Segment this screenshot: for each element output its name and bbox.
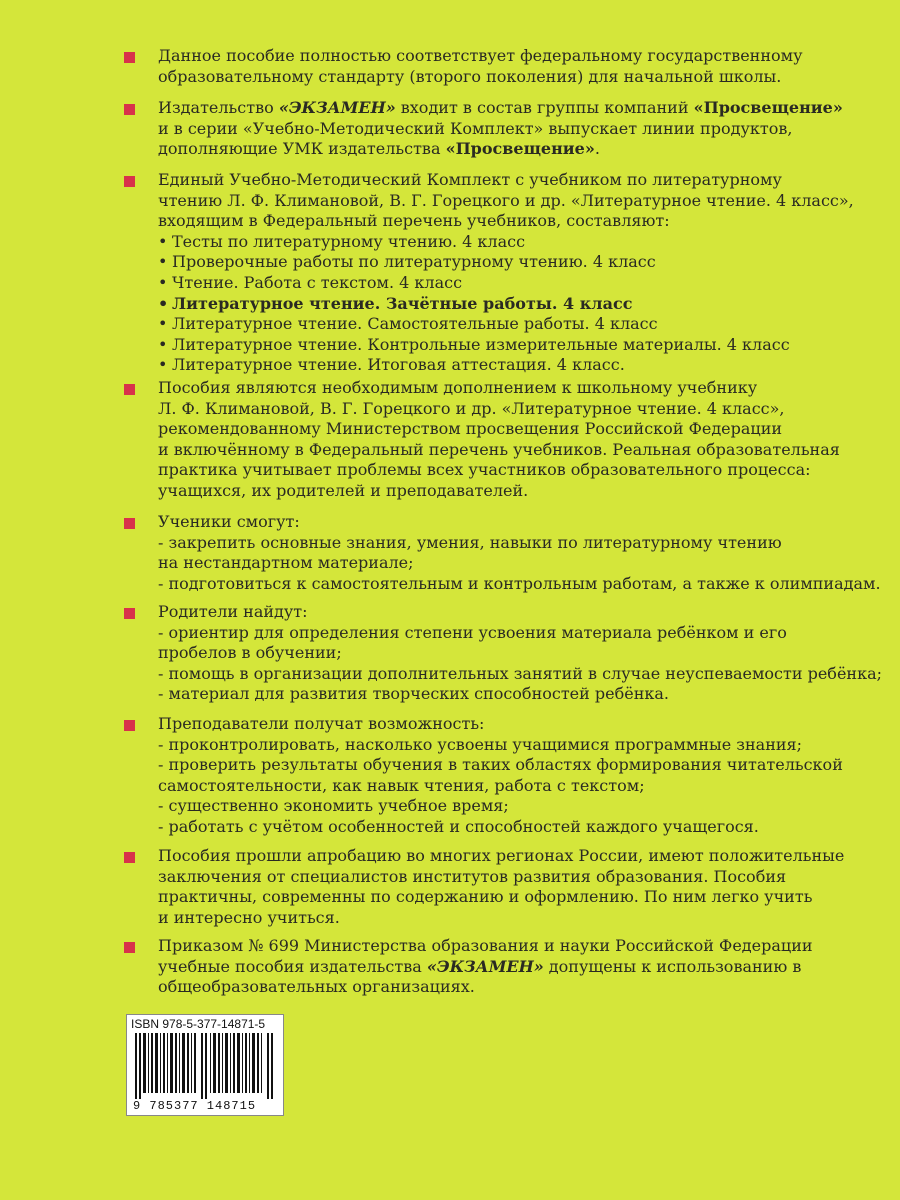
text-line: - материал для развития творческих способностей ребёнка.	[158, 684, 669, 704]
section-marker	[124, 942, 135, 953]
text-line: Пособия являются необходимым дополнением к школьному учебнику	[158, 378, 758, 397]
list-item	[158, 232, 854, 253]
text-line: - ориентир для определения степени усвоения материала ребёнком и его	[158, 622, 787, 642]
section-marker	[124, 852, 135, 863]
text-line	[158, 98, 843, 119]
section-marker	[124, 176, 135, 187]
list-item-label: Литературное чтение. Зачётные работы. 4 класс	[172, 293, 633, 313]
list-item-label: Чтение. Работа с текстом. 4 класс	[172, 272, 463, 292]
text-line: на нестандартном материале;	[158, 553, 414, 573]
text-fragment: входит в состав группы компаний	[395, 98, 694, 117]
section-marker	[124, 104, 135, 115]
text-line: Единый Учебно-Методический Комплект с учебником по литературному	[158, 170, 782, 189]
list-item-label: Литературное чтение. Итоговая аттестация. 4 класс.	[172, 355, 625, 375]
publisher-name: «ЭКЗАМЕН»	[278, 98, 396, 117]
list-item	[158, 252, 854, 273]
company-name: «Просвещение»	[445, 139, 595, 159]
bullet-icon: •	[158, 355, 168, 375]
isbn-label: ISBN 978-5-377-14871-5	[131, 1017, 266, 1031]
text-fragment: дополняющие УМК издательства	[158, 139, 446, 159]
bullet-icon: •	[158, 314, 168, 334]
list-item-label: Тесты по литературному чтению. 4 класс	[172, 231, 526, 251]
text-line: и интересно учиться.	[158, 907, 340, 927]
text-line: - закрепить основные знания, умения, навыки по литературному чтению	[158, 532, 782, 552]
bullet-icon: •	[158, 252, 168, 272]
text-fragment: допущены к использованию в	[543, 956, 802, 976]
bullet-icon: •	[158, 293, 169, 313]
list-item	[158, 314, 854, 335]
text-line: Ученики смогут:	[158, 512, 300, 531]
text-fragment: учебные пособия издательства	[158, 956, 427, 976]
text-line: - проконтролировать, насколько усвоены учащимися программные знания;	[158, 734, 803, 754]
bullet-icon: •	[158, 272, 168, 292]
text-line: учащихся, их родителей и преподавателей.	[158, 480, 529, 500]
text-line: практичны, современны по содержанию и оформлению. По ним легко учить	[158, 887, 813, 907]
section-marker	[124, 608, 135, 619]
list-item-label: Литературное чтение. Контрольные измерительные материалы. 4 класс	[172, 334, 790, 354]
text-line: входящим в Федеральный перечень учебников, составляют:	[158, 211, 670, 231]
text-line: Родители найдут:	[158, 602, 308, 621]
company-name: «Просвещение»	[693, 98, 843, 117]
barcode-digits: 9 785377 148715	[133, 1099, 257, 1113]
text-line: Преподаватели получат возможность:	[158, 714, 485, 733]
text-fragment: .	[594, 139, 600, 159]
section-marker	[124, 720, 135, 731]
text-line: Приказом № 699 Министерства образования и науки Российской Федерации	[158, 936, 813, 955]
bullet-icon: •	[158, 231, 168, 251]
text-line: общеобразовательных организациях.	[158, 977, 475, 997]
text-line: - подготовиться к самостоятельным и контрольным работам, а также к олимпиадам.	[158, 573, 881, 593]
text-line: и в серии «Учебно-Методический Комплект» выпускает линии продуктов,	[158, 118, 793, 138]
section-marker	[124, 518, 135, 529]
list-item-label: Литературное чтение. Самостоятельные работы. 4 класс	[172, 314, 658, 334]
section-marker	[124, 52, 135, 63]
list-item	[158, 273, 854, 294]
text-line: и включённому в Федеральный перечень учебников. Реальная образовательная	[158, 439, 840, 459]
list-item-label: Проверочные работы по литературному чтению. 4 класс	[172, 252, 656, 272]
text-line: - существенно экономить учебное время;	[158, 796, 509, 816]
text-line	[158, 139, 843, 160]
text-line: заключения от специалистов институтов развития образования. Пособия	[158, 866, 787, 886]
list-item	[158, 335, 854, 356]
section-marker	[124, 384, 135, 395]
text-line	[158, 957, 813, 978]
text-line: чтению Л. Ф. Климановой, В. Г. Горецкого и др. «Литературное чтение. 4 класс»,	[158, 190, 854, 210]
text-line: - работать с учётом особенностей и способностей каждого учащегося.	[158, 816, 759, 836]
isbn-barcode-block	[126, 1014, 284, 1116]
text-line: самостоятельности, как навык чтения, работа с текстом;	[158, 775, 645, 795]
text-line: практика учитывает проблемы всех участников образовательного процесса:	[158, 460, 811, 480]
text-line: - проверить результаты обучения в таких областях формирования читательской	[158, 755, 843, 775]
list-item	[158, 355, 854, 376]
list-item-highlighted	[158, 294, 854, 315]
text-line: Пособия прошли апробацию во многих регионах России, имеют положительные	[158, 846, 845, 865]
bullet-icon: •	[158, 334, 168, 354]
text-line: Л. Ф. Климановой, В. Г. Горецкого и др. «Литературное чтение. 4 класс»,	[158, 398, 785, 418]
text-line: Данное пособие полностью соответствует федеральному государственному	[158, 46, 803, 65]
text-line: рекомендованному Министерством просвещения Российской Федерации	[158, 419, 783, 439]
text-line: образовательному стандарту (второго поколения) для начальной школы.	[158, 66, 782, 86]
text-line: пробелов в обучении;	[158, 643, 342, 663]
publisher-name: «ЭКЗАМЕН»	[426, 956, 544, 976]
text-line: - помощь в организации дополнительных занятий в случае неуспеваемости ребёнка;	[158, 663, 882, 683]
barcode-icon	[135, 1033, 275, 1099]
text-fragment: Издательство	[158, 98, 279, 117]
